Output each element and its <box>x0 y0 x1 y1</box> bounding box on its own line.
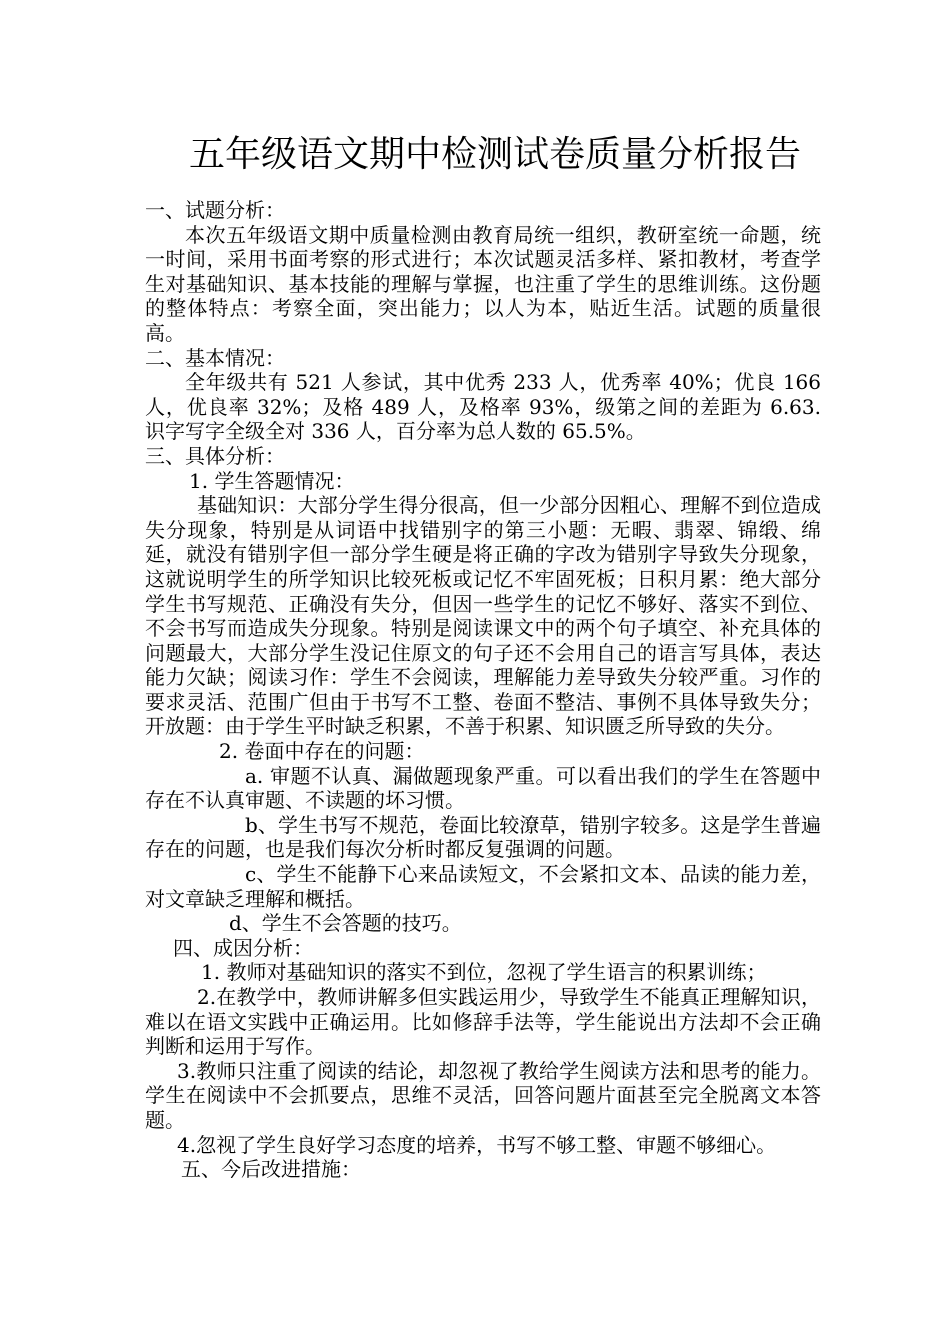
cause-item-1: 1. 教师对基础知识的落实不到位，忽视了学生语言的积累训练； <box>201 960 767 985</box>
problem-a: a. 审题不认真、漏做题现象严重。可以看出我们的学生在答题中存在不认真审题、不读题的坏习惯。 <box>145 763 821 813</box>
subheading-student-answers: 1. 学生答题情况： <box>189 468 355 493</box>
section-heading-4: 四、成因分析： <box>173 935 313 960</box>
cause-item-2: 2.在教学中，教师讲解多但实践运用少，导致学生不能真正理解知识，难以在语文实践中正确运用。比如修辞手法等，学生能说出方法却不会正确判断和运用于写作。 <box>145 985 821 1059</box>
problem-c: c、学生不能静下心来品读短文，不会紧扣文本、品读的能力差，对文章缺乏理解和概括。 <box>145 862 821 911</box>
page-title: 五年级语文期中检测试卷质量分析报告 <box>188 134 801 175</box>
section-1-paragraph: 本次五年级语文期中质量检测由教育局统一组织，教研室统一命题，统一时间，采用书面考察的形式进行；本次试题灵活多样、紧扣教材，考查学生对基础知识、基本技能的理解与掌握，也注重了学生的思维训练。这份题的整体特点：考察全面，突出能力；以人为本，贴近生活。试题的质量很高。 <box>145 222 821 345</box>
section-heading-1: 一、试题分析： <box>145 198 285 222</box>
section-3-paragraph: 基础知识：大部分学生得分很高，但一少部分因粗心、理解不到位造成失分现象，特别是从词语中找错别字的第三小题：无暇、翡翠、锦缎、绵延，就没有错别字但一部分学生硬是将正确的字改为错别字导致失分现象，这就说明学生的所学知识比较死板或记忆不牢固死板；日积月累：绝大部分学生书写规范、正确没有失分，但因一些学生的记忆不够好、落实不到位、不会书写而造成失分现象。特别是阅读课文中的两个句子填空、补充具体的问题最大，大部分学生没记住原文的句子还不会用自己的语言写具体，表达能力欠缺；阅读习作：学生不会阅读，理解能力差导致失分较严重。习作的要求灵活、范围广但由于书写不工整、卷面不整洁、事例不具体导致失分；开放题：由于学生平时缺乏积累，不善于积累、知识匮乏所导致的失分。 <box>145 493 821 739</box>
subheading-paper-problems: 2. 卷面中存在的问题： <box>219 739 425 764</box>
problem-b: b、学生书写不规范，卷面比较潦草，错别字较多。这是学生普遍存在的问题，也是我们每次分析时都反复强调的问题。 <box>145 812 821 862</box>
section-heading-3: 三、具体分析： <box>145 443 285 468</box>
cause-item-4: 4.忽视了学生良好学习态度的培养，书写不够工整、审题不够细心。 <box>177 1132 777 1157</box>
section-2-paragraph: 全年级共有 521 人参试，其中优秀 233 人，优秀率 40%；优良 166 人，优良率 32%；及格 489 人，及格率 93%，级第之间的差距为 6.63. 识字写字全级全对 336 人，百分率为总人数的 65.5%。 <box>145 370 821 444</box>
cause-item-3: 3.教师只注重了阅读的结论，却忽视了教给学生阅读方法和思考的能力。学生在阅读中不会抓要点，思维不灵活，回答问题片面甚至完全脱离文本答题。 <box>145 1058 821 1132</box>
report-body <box>145 198 821 1182</box>
section-heading-2: 二、基本情况： <box>145 345 285 370</box>
section-heading-5: 五、今后改进措施： <box>181 1157 361 1182</box>
problem-d: d、学生不会答题的技巧。 <box>229 911 462 936</box>
